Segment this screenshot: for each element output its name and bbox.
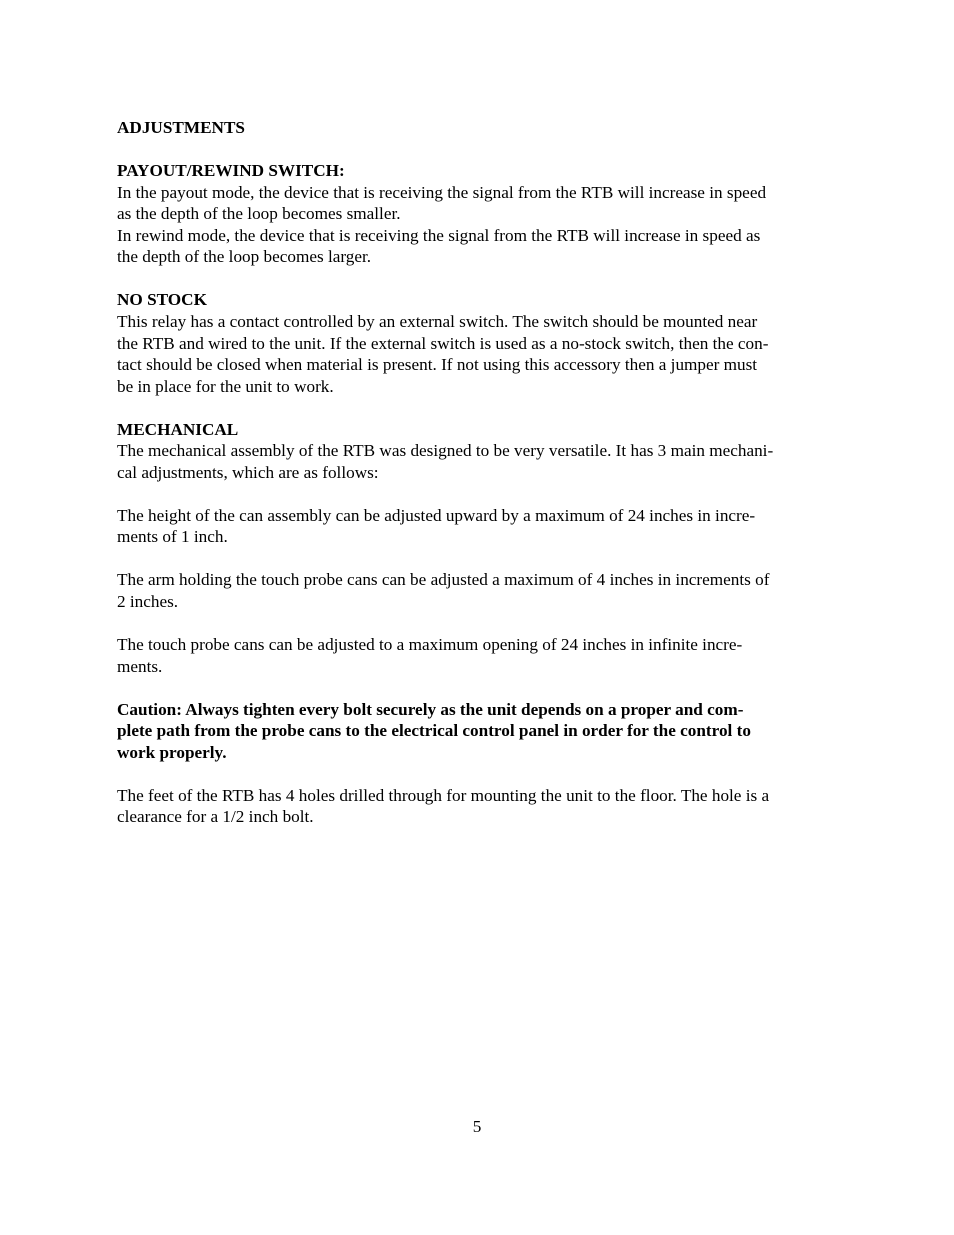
section-payout-rewind xyxy=(117,160,841,268)
paragraph-line: In rewind mode, the device that is receiving the signal from the RTB will increase in speed as xyxy=(117,225,761,245)
caution-line: Caution: Always tighten every bolt securely as the unit depends on a proper and com- xyxy=(117,699,744,719)
document-body xyxy=(117,117,841,828)
paragraph-line: be in place for the unit to work. xyxy=(117,376,334,396)
spacer xyxy=(117,483,841,504)
page-title: ADJUSTMENTS xyxy=(117,118,245,137)
section-heading-no-stock: NO STOCK xyxy=(117,290,207,310)
paragraph-line: clearance for a 1/2 inch bolt. xyxy=(117,807,314,827)
spacer xyxy=(117,548,841,569)
paragraph-line: cal adjustments, which are as follows: xyxy=(117,462,379,482)
paragraph-line: The touch probe cans can be adjusted to a maximum opening of 24 inches in infinite incre- xyxy=(117,635,743,655)
caution-line: plete path from the probe cans to the electrical control panel in order for the control to xyxy=(117,721,751,741)
paragraph-line: 2 inches. xyxy=(117,592,179,612)
section-mechanical xyxy=(117,419,841,828)
caution-line: work properly. xyxy=(117,742,227,762)
paragraph-line: tact should be closed when material is present. If not using this accessory then a jumper must xyxy=(117,355,758,375)
section-heading-payout-rewind: PAYOUT/REWIND SWITCH: xyxy=(117,160,345,180)
paragraph-line: the depth of the loop becomes larger. xyxy=(117,247,372,267)
paragraph-line: In the payout mode, the device that is receiving the signal from the RTB will increase in speed xyxy=(117,182,767,202)
spacer xyxy=(117,763,841,784)
page-number: 5 xyxy=(472,1117,482,1136)
spacer xyxy=(117,139,841,160)
section-heading-mechanical: MECHANICAL xyxy=(117,419,239,439)
paragraph-line: The arm holding the touch probe cans can be adjusted a maximum of 4 inches in increments of xyxy=(117,570,770,590)
paragraph-line: as the depth of the loop becomes smaller. xyxy=(117,204,401,224)
section-no-stock xyxy=(117,289,841,397)
paragraph-line: The mechanical assembly of the RTB was designed to be very versatile. It has 3 main mechani- xyxy=(117,441,774,461)
spacer xyxy=(117,397,841,418)
paragraph-line: ments. xyxy=(117,656,163,676)
spacer xyxy=(117,268,841,289)
paragraph-line: ments of 1 inch. xyxy=(117,527,228,547)
paragraph-line: This relay has a contact controlled by an external switch. The switch should be mounted near xyxy=(117,311,758,331)
paragraph-line: the RTB and wired to the unit. If the external switch is used as a no-stock switch, then the con- xyxy=(117,333,769,353)
paragraph-line: The height of the can assembly can be adjusted upward by a maximum of 24 inches in incre- xyxy=(117,505,756,525)
spacer xyxy=(117,677,841,698)
paragraph-line: The feet of the RTB has 4 holes drilled through for mounting the unit to the floor. The hole is a xyxy=(117,785,770,805)
spacer xyxy=(117,613,841,634)
